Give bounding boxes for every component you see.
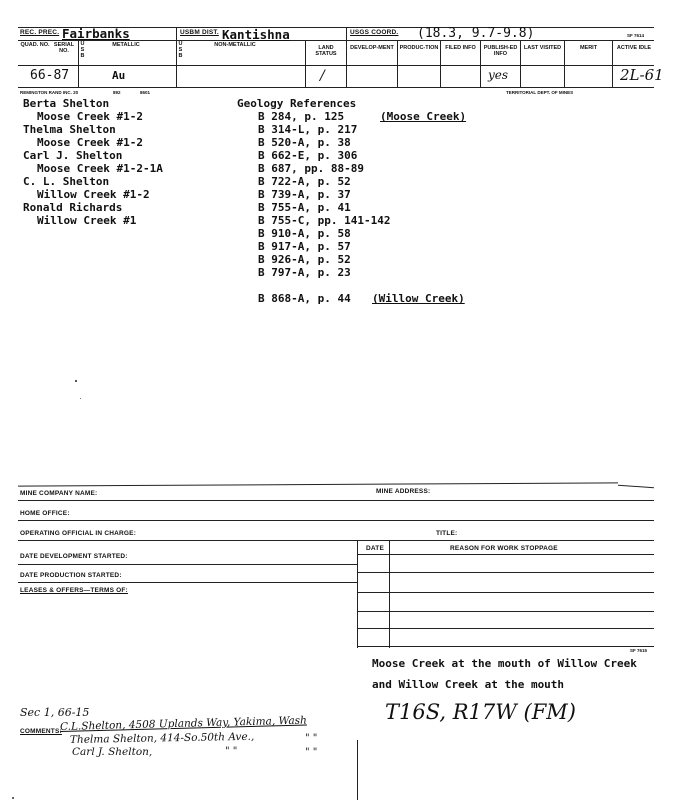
development-label: DEVELOP-MENT — [350, 45, 394, 51]
printer-code-1: 892 — [113, 90, 121, 95]
location-line-2: and Willow Creek at the mouth — [372, 678, 565, 691]
comment-line-3: Carl J. Shelton, — [72, 746, 153, 758]
geology-ref: B 755-A, p. 41 — [258, 201, 351, 214]
geology-ref-last: B 868-A, p. 44 — [258, 292, 351, 305]
date-production-label: DATE PRODUCTION STARTED: — [20, 572, 122, 579]
merit-label: MERIT — [579, 45, 598, 51]
geology-ref: B 687, pp. 88-89 — [258, 162, 364, 175]
owner-claim: Willow Creek #1-2 — [37, 188, 150, 201]
production-label: PRODUC-TION — [399, 45, 439, 51]
usgs-coord-label: USGS COORD. — [350, 29, 399, 36]
usbm-nonmetallic-marker: U S B — [178, 41, 183, 59]
geology-ref: B 722-A, p. 52 — [258, 175, 351, 188]
scan-speck — [12, 797, 14, 799]
comment-line-1: C.L.Shelton, 4508 Uplands Way, Yakima, Wash — [59, 714, 307, 733]
date-column-label: DATE — [366, 545, 385, 552]
serial-no-label: SERIAL NO. — [53, 42, 75, 54]
geology-ref: B 520-A, p. 38 — [258, 136, 351, 149]
owner-claim: Moose Creek #1-2 — [37, 136, 143, 149]
metallic-label: METALLIC — [112, 42, 140, 48]
geology-heading: Geology References — [237, 97, 357, 110]
rec-prec-value: Fairbanks — [62, 26, 130, 41]
location-line-1: Moose Creek at the mouth of Willow Creek — [372, 657, 637, 670]
comment-line-2: Thelma Shelton, 414-So.50th Ave., — [69, 730, 255, 746]
geology-ref: B 662-E, p. 306 — [258, 149, 358, 162]
owner-claim: Moose Creek #1-2 — [37, 110, 143, 123]
usbm-dist-label: USBM DIST. — [180, 29, 219, 36]
usbm-dist-value: Kantishna — [222, 27, 290, 42]
owner-name: C. L. Shelton — [23, 175, 110, 188]
reason-column-label: REASON FOR WORK STOPPAGE — [450, 545, 558, 552]
owner-claim: Moose Creek #1-2-1A — [37, 162, 163, 175]
printer-code-2: 8601 — [140, 90, 151, 95]
owner-name: Ronald Richards — [23, 201, 123, 214]
land-status-label: LAND STATUS — [315, 45, 337, 57]
date-development-label: DATE DEVELOPMENT STARTED: — [20, 553, 128, 560]
land-status-value: / — [320, 68, 325, 84]
quad-serial-value: 66-87 — [30, 68, 70, 83]
geology-ref: B 739-A, p. 37 — [258, 188, 351, 201]
geology-ref: B 797-A, p. 23 — [258, 266, 351, 279]
metallic-value: Au — [112, 69, 126, 82]
leases-offers-label: LEASES & OFFERS—TERMS OF: — [20, 587, 128, 594]
owner-name: Berta Shelton — [23, 97, 110, 110]
printer-credit: REMINGTON RAND INC. 20 — [20, 90, 79, 95]
section-note: Sec 1, 66-15 — [20, 706, 90, 719]
filed-info-label: FILED INFO — [445, 45, 476, 51]
geology-note-moose: (Moose Creek) — [380, 110, 467, 123]
form-number-2: SF 7615 — [630, 648, 648, 653]
geology-note-willow: (Willow Creek) — [372, 292, 465, 305]
rec-prec-label: REC. PREC. — [20, 29, 60, 36]
geology-ref: B 917-A, p. 57 — [258, 240, 351, 253]
last-visited-label: LAST VISITED — [523, 45, 562, 51]
comments-label: COMMENTS: — [20, 728, 62, 735]
form-number: SF 7614 — [627, 33, 645, 38]
mine-address-label: MINE ADDRESS: — [376, 488, 431, 495]
ditto-mark: " " — [225, 746, 238, 757]
operating-official-label: OPERATING OFFICIAL IN CHARGE: — [20, 530, 137, 537]
owner-name: Thelma Shelton — [23, 123, 116, 136]
ditto-mark: " " — [305, 747, 318, 758]
mine-company-name-label: MINE COMPANY NAME: — [20, 490, 98, 497]
quad-no-label: QUAD. NO. — [20, 42, 50, 48]
scan-speck — [80, 398, 81, 399]
geology-ref: B 926-A, p. 52 — [258, 253, 351, 266]
home-office-label: HOME OFFICE: — [20, 510, 70, 517]
active-idle-value: 2L-61 — [620, 66, 664, 84]
township-range: T16S, R17W (FM) — [385, 700, 576, 724]
published-info-label: PUBLISH-ED INFO — [483, 45, 518, 57]
active-idle-label: ACTIVE IDLE — [616, 45, 652, 51]
geology-ref: B 314-L, p. 217 — [258, 123, 358, 136]
usbm-metallic-marker: U S B — [80, 41, 85, 59]
dept-credit: TERRITORIAL DEPT. OF MINES — [506, 90, 574, 95]
published-info-value: yes — [488, 68, 509, 82]
geology-ref: B 910-A, p. 58 — [258, 227, 351, 240]
scan-speck — [75, 380, 77, 382]
nonmetallic-label: NON-METALLIC — [214, 42, 256, 48]
usgs-coord-value: (18.3, 9.7-9.8) — [417, 26, 535, 41]
geology-ref: B 284, p. 125 — [258, 110, 345, 123]
ditto-mark: " " — [305, 733, 318, 744]
owner-name: Carl J. Shelton — [23, 149, 123, 162]
title-label: TITLE: — [436, 530, 458, 537]
geology-ref: B 755-C, pp. 141-142 — [258, 214, 391, 227]
owner-claim: Willow Creek #1 — [37, 214, 137, 227]
